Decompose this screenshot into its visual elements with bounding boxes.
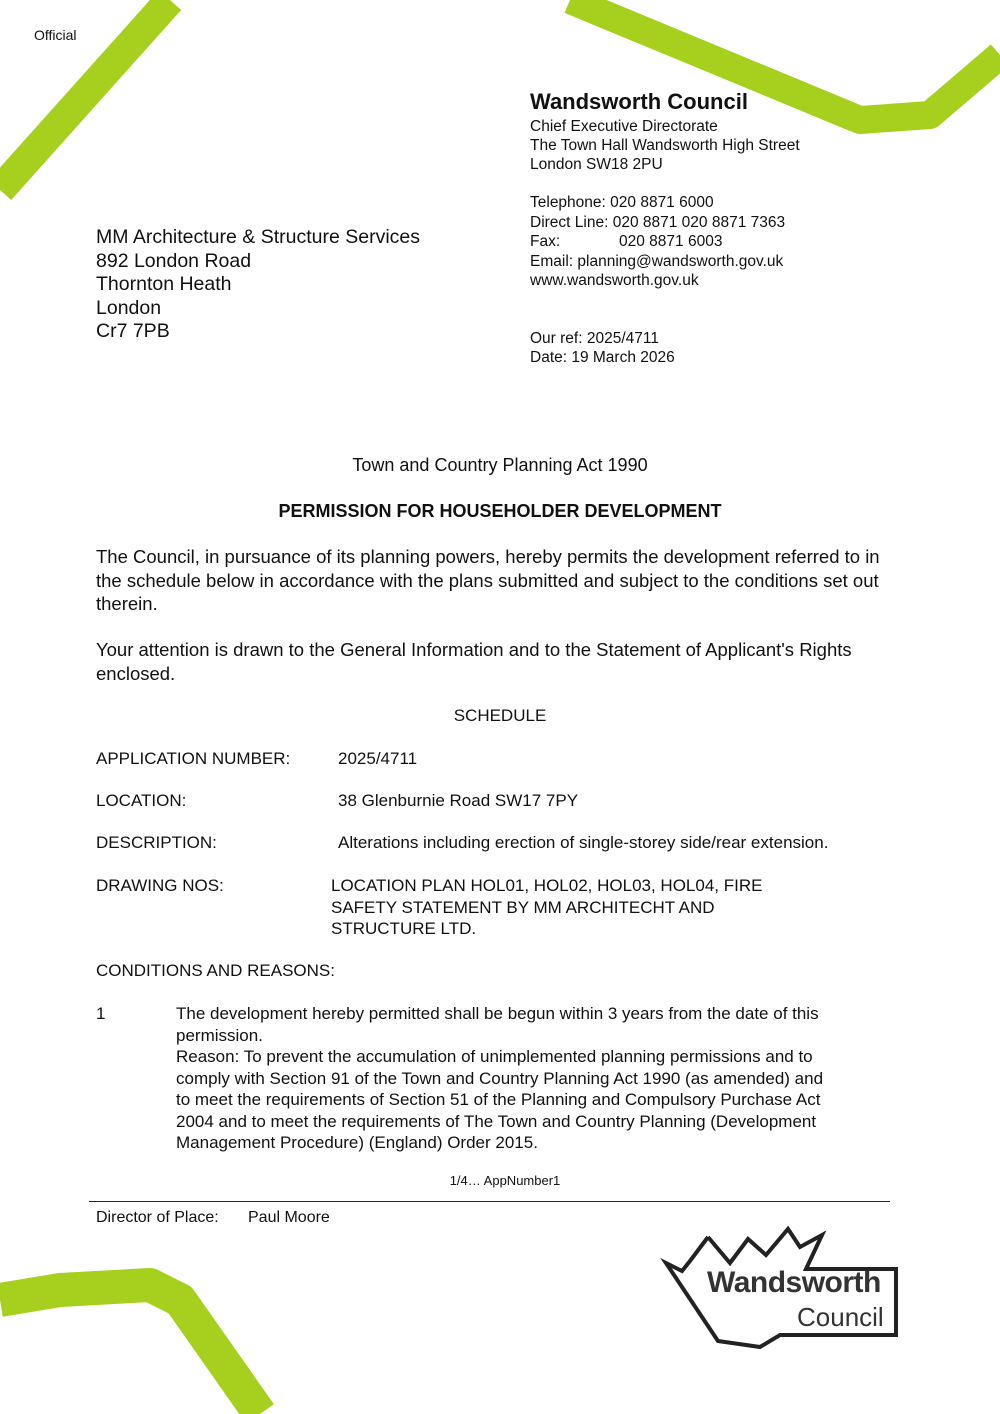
letter-date: Date: 19 March 2026	[530, 349, 675, 366]
contact-key: Direct Line:	[530, 213, 609, 231]
condition-item	[96, 1003, 826, 1154]
field-label: LOCATION:	[96, 791, 187, 810]
act-title: Town and Country Planning Act 1990	[352, 455, 648, 475]
field-value: 38 Glenburnie Road SW17 7PY	[338, 791, 579, 810]
contact-block	[530, 193, 785, 291]
field-location	[96, 790, 888, 812]
contact-key: Email:	[530, 252, 574, 270]
contact-fax	[530, 232, 785, 252]
schedule-title: SCHEDULE	[453, 706, 547, 725]
condition-text: The development hereby permitted shall be begun within 3 years from the date of this permission.	[176, 1004, 819, 1045]
contact-direct-line	[530, 213, 785, 233]
attention-paragraph: Your attention is drawn to the General Information and to the Statement of Applicant's Rights enclosed.	[96, 639, 852, 684]
condition-body	[176, 1003, 826, 1154]
council-address-line2: London SW18 2PU	[530, 156, 663, 173]
our-reference: Our ref: 2025/4711	[530, 330, 659, 347]
recipient-line: London	[96, 296, 162, 319]
field-value: Alterations including erection of single-storey side/rear extension.	[338, 833, 829, 852]
contact-key: Fax:	[530, 233, 561, 250]
contact-value: 020 8871 6003	[619, 233, 723, 250]
contact-email	[530, 252, 785, 272]
signoff	[96, 1209, 330, 1227]
field-description	[96, 832, 888, 854]
classification-label: Official	[34, 27, 77, 43]
permission-paragraph: The Council, in pursuance of its planning powers, hereby permits the development referred to in the schedule below in accordance with the plans submitted and subject to the conditions set out therein.	[96, 546, 880, 614]
contact-telephone	[530, 193, 785, 213]
field-label: DRAWING NOS:	[96, 876, 224, 895]
condition-number: 1	[96, 1004, 106, 1023]
directorate: Chief Executive Directorate	[530, 118, 718, 135]
council-address-line1: The Town Hall Wandsworth High Street	[530, 137, 800, 154]
recipient-line: Cr7 7PB	[96, 320, 170, 342]
footer-divider	[89, 1201, 890, 1202]
contact-key: Telephone:	[530, 194, 606, 211]
field-label: DESCRIPTION:	[96, 833, 217, 852]
signoff-label: Director of Place:	[96, 1209, 219, 1226]
council-name: Wandsworth Council	[530, 89, 748, 114]
field-drawing-nos	[96, 875, 811, 940]
recipient-line: MM Architecture & Structure Services	[96, 226, 421, 248]
logo-wordmark-council: Council	[797, 1302, 884, 1332]
condition-reason: Reason: To prevent the accumulation of unimplemented planning permissions and to comply with Section 91 of the Town and Country Planning Act 1990 (as amended) and to meet the requirements of Section 51 of the Planning and Compulsory Purchase Act 2004 and to meet the requirements of The Town and Country Planning (Development Management Procedure) (England) Order 2015.	[176, 1047, 824, 1152]
email-link[interactable]: planning@wandsworth.gov.uk	[577, 252, 784, 270]
field-value: 2025/4711	[338, 749, 418, 768]
field-application-number	[96, 748, 888, 770]
signoff-name: Paul Moore	[248, 1209, 330, 1226]
recipient-line: 892 London Road	[96, 249, 252, 272]
permission-title: PERMISSION FOR HOUSEHOLDER DEVELOPMENT	[278, 501, 722, 521]
field-label: APPLICATION NUMBER:	[96, 749, 291, 768]
recipient-address	[96, 226, 420, 344]
logo-wordmark: Wandsworth	[707, 1266, 881, 1299]
website-link[interactable]: www.wandsworth.gov.uk	[530, 272, 699, 289]
conditions-title: CONDITIONS AND REASONS:	[96, 961, 335, 980]
page-reference: 1/4… AppNumber1	[449, 1173, 561, 1188]
recipient-line: Thornton Heath	[96, 273, 232, 295]
contact-value: 020 8871 020 8871 7363	[612, 213, 786, 231]
contact-value: 020 8871 6000	[610, 194, 714, 211]
field-value: LOCATION PLAN HOL01, HOL02, HOL03, HOL04, FIRE SAFETY STATEMENT BY MM ARCHITECHT AND STRUCTURE LTD.	[331, 876, 763, 938]
